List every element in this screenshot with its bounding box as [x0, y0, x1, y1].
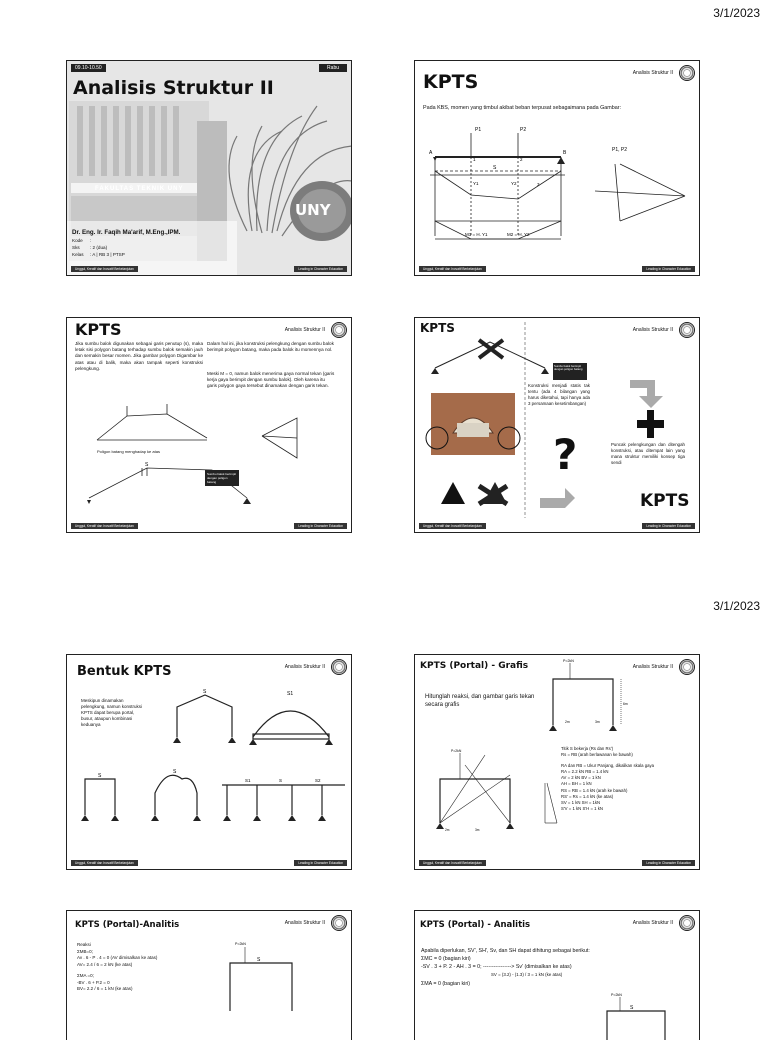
day-badge: Rabu — [319, 64, 347, 72]
course-label: Analisis Struktur II — [284, 920, 325, 926]
slide-title — [66, 60, 352, 276]
field-sks: Sks : 2 (dua) — [72, 244, 108, 250]
calc-line: ΣMB=0; — [77, 948, 93, 954]
course-label: Analisis Struktur II — [632, 70, 673, 76]
field-kelas: Kelas : A | RB 3 | PTSP — [72, 251, 125, 257]
arrow-up-icon — [540, 488, 575, 508]
dim-w2-b: 3m — [475, 828, 480, 832]
question-mark: ? — [553, 430, 578, 479]
dim-w2: 3m — [595, 720, 600, 724]
label-y1: Y1 — [473, 181, 479, 186]
course-label: Analisis Struktur II — [632, 920, 673, 926]
slide-heading: KPTS (Portal) - Analitis — [420, 920, 531, 930]
polygon-caption: Poligon batang menghadap ke atas — [97, 449, 160, 454]
label-3: 3 — [537, 182, 540, 187]
slide-kpts-polygon — [66, 317, 352, 533]
calc-line: Apabila diperlukan, SV', SH', Sv, dan SH dapat dihitung sebagai berikut: — [421, 948, 590, 954]
polygon-diagrams — [67, 318, 352, 533]
time-badge: 09.10-10.50 — [71, 64, 106, 72]
result-line: RS' = Rs = 1.4 kN (ke atas) — [561, 793, 614, 799]
label-s2-frame: S2 — [315, 778, 321, 783]
calc-line: Av . 6 - P . 4 = 0 (AV dimisalkan ke atas) — [77, 955, 158, 961]
label-s-portal: S — [98, 773, 102, 779]
callout-note: Sumbu balok berimpit dengan poligon batang — [205, 470, 239, 486]
callout-note: Sumbu balok berimpit dengan poligon batang — [554, 364, 583, 372]
label-1: 1 — [473, 157, 476, 162]
label-p1p2: P1, P2 — [612, 147, 628, 153]
result-line: SV = 1 kN SH = 1kN — [561, 799, 601, 805]
calc-line: -BV . 6 + P.2 = 0 — [77, 979, 110, 985]
portal-diagram — [415, 911, 700, 1040]
slide-title-text: Analisis Struktur II — [73, 77, 274, 99]
slide-footer: Unggul, Kreatif dan Inovatif Berkelanjutan Leading in Character Education — [419, 860, 695, 866]
kpts-shapes — [67, 655, 352, 870]
label-s: S — [145, 462, 149, 468]
label-y2: Y2 — [511, 181, 517, 186]
kpts-big-label: KPTS — [640, 491, 690, 511]
result-line: AV = 2 kN BV = 1 kN — [561, 775, 601, 781]
page-date-top: 3/1/2023 — [713, 6, 760, 20]
calc-line: ΣMA =0; — [77, 973, 94, 979]
grafis-instruction: Hitunglah reaksi, dan gambar garis tekan secara grafis — [425, 694, 535, 709]
crown-hinge-text: Puncak pelengkungan dan ditengah konstruksi, atau ditempat lain yang mana struktur memiliki konsep tiga sendi — [611, 442, 685, 465]
slide-heading: KPTS — [75, 320, 122, 339]
statically-indeterminate-text: Konstruksi menjadi statis tak tentu (ada 4 bilangan yang harus diketahui, tapi hanya ada 3 persamaan kesetimbangan) — [528, 383, 590, 406]
slide-footer: Unggul, Kreatif dan Inovatif Berkelanjutan Leading in Character Education — [71, 860, 347, 866]
result-line: RA dan RB = Ukur Panjang, dikalikan skala gaya — [561, 763, 655, 769]
calc-line: ΣMC = 0 (bagian kiri) — [421, 955, 471, 962]
slide-footer: Unggul, Kreatif dan Inovatif Berkelanjutan Leading in Character Education — [71, 523, 347, 529]
right-column-text-2: Meski M = 0, namun balok menerima gaya normal tekan (garis kerja gaya berimpit dengan sumbu balok). Oleh karena itu garis polygon gaya tersebut dinamakan dengan garis tekan. — [207, 371, 335, 389]
slide-heading: KPTS (Portal)-Analitis — [75, 920, 180, 930]
portal-diagram — [67, 911, 352, 1040]
lecturer-name: Dr. Eng. Ir. Faqih Ma'arif, M.Eng.,IPM. — [72, 229, 181, 236]
label-s-arch: S — [173, 769, 177, 775]
result-line: AH = BH = 1 kN — [561, 781, 592, 787]
label-s1-frame: S1 — [245, 778, 251, 783]
calc-line: BV= 2.2 / 6 = 1 kN (ke atas) — [77, 986, 133, 992]
building-sign: FAKULTAS TEKNIK UNY — [95, 186, 184, 192]
result-line: Titik S bekerja (Rs dan Rs') — [561, 746, 613, 751]
slide-bentuk-kpts — [66, 654, 352, 870]
course-label: Analisis Struktur II — [284, 327, 325, 333]
dim-w1: 2m — [565, 720, 570, 724]
left-column-text: Jika sumbu balok digunakan sebagai garis penutup (s), maka letak sisi polygon batang terhadap sumbu balok semakin jauh dan semakin besar momen. Jika gambar polygon Digambar ke atas atau di balik, maka akan tampak seperti konstruksi pelengkung. — [75, 341, 203, 371]
slide-heading: KPTS — [423, 71, 479, 93]
slide-portal-analitis — [66, 910, 352, 1040]
intro-text: Pada KBS, momen yang timbul akibat beban terpusat sebagaimana pada Gambar: — [423, 105, 622, 111]
course-label: Analisis Struktur II — [632, 327, 673, 333]
label-m1: M1 = H. Y1 — [465, 232, 488, 237]
course-fields — [72, 238, 125, 259]
dim-w1-b: 2m — [445, 828, 450, 832]
label-s1: S1 — [287, 691, 294, 697]
label-p2: P2 — [520, 127, 527, 133]
label-s: S — [203, 689, 207, 695]
label-s: S — [630, 1005, 634, 1011]
load-label: P=2kN — [563, 659, 574, 663]
label-p1: P1 — [475, 127, 482, 133]
label-2: 2 — [520, 157, 523, 162]
slide-footer: Unggul, Kreatif dan Inovatif Berkelanjutan Leading in Character Education — [71, 266, 347, 272]
load-label: P=2kN — [235, 942, 246, 946]
slide-heading: Bentuk KPTS — [77, 664, 172, 679]
label-a: A — [429, 150, 433, 156]
result-line: Rs = RB (arah berlawanan ke bawah) — [561, 752, 633, 758]
calc-line: SV = (3.2) - (1.3) / 3 = 1 kN (ke atas) — [491, 971, 563, 977]
load-label: P=2kN — [611, 993, 622, 997]
result-line: RS = RB = 1.4 kN (arah ke bawah) — [561, 787, 628, 793]
slide-portal-grafis — [414, 654, 700, 870]
calc-line: ΣMA = 0 (bagian kiri) — [421, 981, 471, 988]
slide-heading: KPTS — [420, 321, 455, 335]
right-column-text-1: Dalam hal ini, jika konstruksi pelengkung dengan sumbu balok berimpit polygon batang, maka pada balok itu momennya nol. — [207, 341, 334, 353]
slide-portal-analitis-2 — [414, 910, 700, 1040]
arrow-down-icon — [630, 380, 663, 408]
triangle-support-icon — [441, 482, 465, 504]
slide-footer: Unggul, Kreatif dan Inovatif Berkelanjutan Leading in Character Education — [419, 266, 695, 272]
label-m2: M2 = H. Y2 — [507, 232, 530, 237]
reaction-results — [561, 746, 699, 812]
slide-kpts-hinge — [414, 317, 700, 533]
dim-height: 6m — [623, 702, 628, 706]
page-date-middle: 3/1/2023 — [713, 599, 760, 613]
label-s: S — [493, 165, 497, 171]
calc-line: AV= 2.4 / 6 = 2 kN (ke atas) — [77, 961, 133, 967]
label-b: B — [563, 150, 567, 156]
load-label-2: P=2kN — [451, 749, 462, 753]
field-kode: Kode : — [72, 238, 92, 243]
label-s: S — [257, 957, 261, 963]
result-line: S'V = 1 kN S'H = 1 kN — [561, 805, 603, 811]
slide-kpts-intro — [414, 60, 700, 276]
calc-line: Reaksi — [77, 942, 91, 947]
slide-footer: Unggul, Kreatif dan Inovatif Berkelanjutan Leading in Character Education — [419, 523, 695, 529]
moment-diagram — [415, 61, 700, 276]
result-line: RA = 2.2 kN RB = 1.4 kN — [561, 769, 609, 775]
bentuk-text: Meskipun dinamakan pelengkung, namun konstruksi KPTS dapat berupa portal, busur, ataupun kombinasi keduanya — [81, 698, 143, 728]
course-label: Analisis Struktur II — [284, 664, 325, 670]
uny-emblem: UNY — [295, 201, 331, 219]
slide-heading: KPTS (Portal) - Grafis — [420, 661, 529, 671]
label-s-frame: S — [279, 778, 283, 783]
course-label: Analisis Struktur II — [632, 664, 673, 670]
calc-line: -SV . 3 + P. 2 - AH . 3 = 0; ----------------> Sv' (dimisalkan ke atas) — [421, 963, 572, 970]
